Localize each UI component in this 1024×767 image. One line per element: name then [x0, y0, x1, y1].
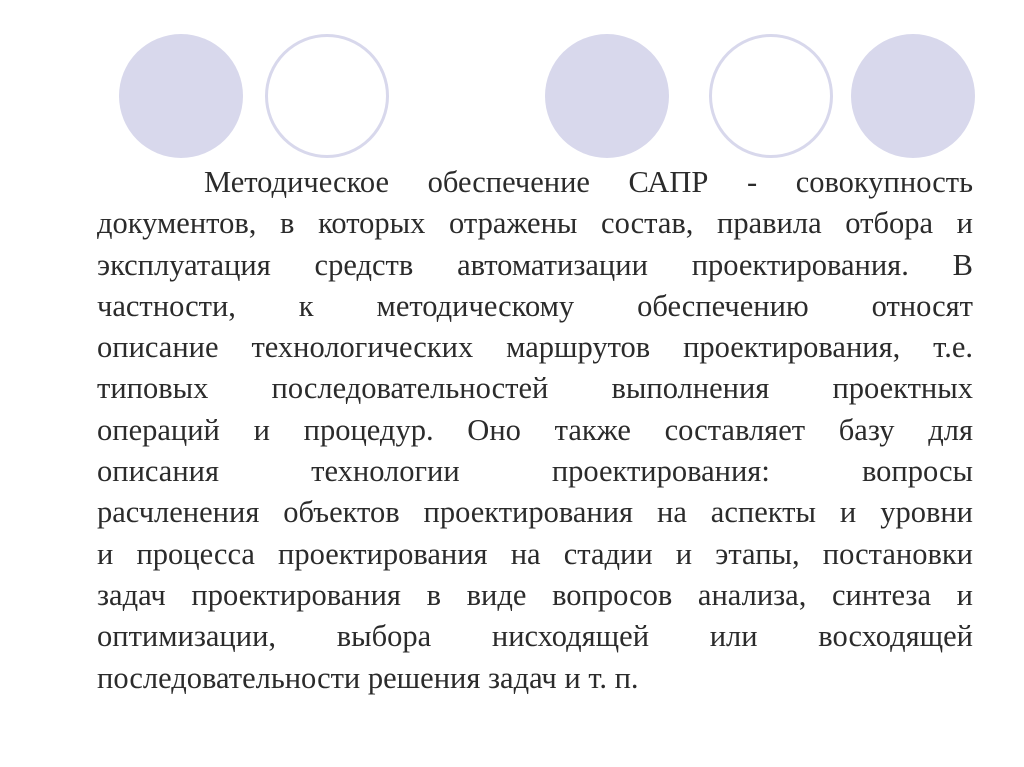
paragraph-line: оптимизации, выбора нисходящей или восходящей: [97, 619, 973, 654]
paragraph-line: Методическое обеспечение САПР - совокупность: [204, 165, 973, 199]
definition-paragraph: [97, 162, 973, 699]
decorative-circle-filled: [545, 34, 669, 158]
paragraph-line: эксплуатация средств автоматизации проектирования. В: [97, 247, 973, 282]
decorative-circle-outline: [709, 34, 833, 158]
paragraph-line: и процесса проектирования на стадии и этапы, постановки: [97, 536, 973, 571]
paragraph-line: описание технологических маршрутов проектирования, т.е.: [97, 330, 973, 365]
paragraph-line: задач проектирования в виде вопросов анализа, синтеза и: [97, 577, 973, 612]
paragraph-line: частности, к методическому обеспечению относят: [97, 288, 973, 323]
paragraph-line: документов, в которых отражены состав, правила отбора и: [97, 206, 973, 241]
paragraph-line: типовых последовательностей выполнения проектных: [97, 371, 973, 406]
decorative-circle-filled: [119, 34, 243, 158]
paragraph-line: последовательности решения задач и т. п.: [97, 660, 639, 695]
paragraph-line: расчленения объектов проектирования на аспекты и уровни: [97, 495, 973, 530]
paragraph-line: описания технологии проектирования: вопросы: [97, 454, 973, 489]
decorative-circle-outline: [265, 34, 389, 158]
decorative-circle-filled: [851, 34, 975, 158]
paragraph-line: операций и процедур. Оно также составляет базу для: [97, 412, 973, 447]
